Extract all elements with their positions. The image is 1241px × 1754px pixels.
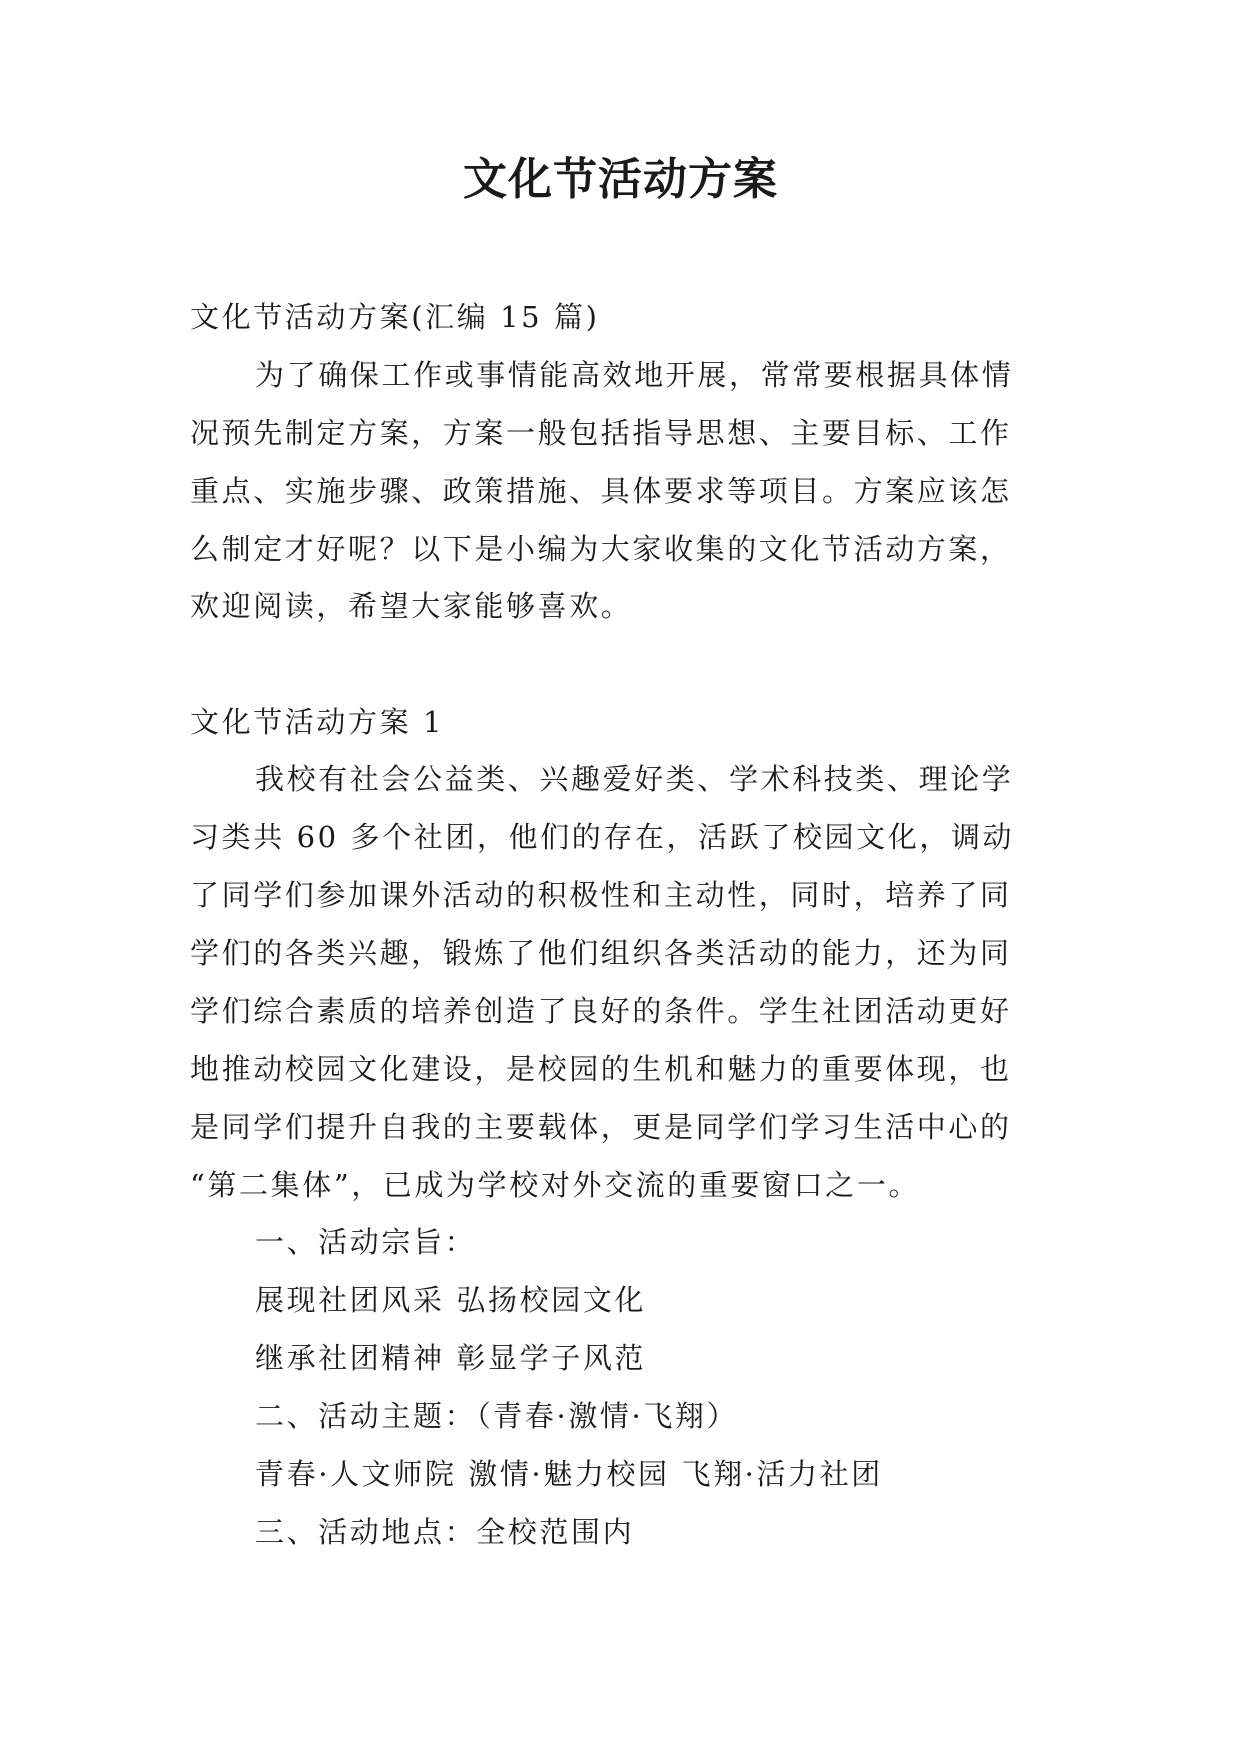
body-paragraph-line: 了同学们参加课外活动的积极性和主动性，同时，培养了同 — [190, 878, 1012, 912]
document-title: 文化节活动方案 — [463, 154, 778, 205]
body-paragraph-line: 学们的各类兴趣，锻炼了他们组织各类活动的能力，还为同 — [190, 936, 1012, 970]
body-paragraph-line: 是同学们提升自我的主要载体，更是同学们学习生活中心的 — [190, 1110, 1012, 1144]
list-heading: 三、活动地点：全校范围内 — [255, 1515, 635, 1549]
intro-paragraph-line: 么制定才好呢？以下是小编为大家收集的文化节活动方案， — [190, 532, 1012, 566]
body-paragraph-line: 习类共 60 多个社团，他们的存在，活跃了校园文化，调动 — [190, 820, 1015, 854]
body-paragraph-line: 学们综合素质的培养创造了良好的条件。学生社团活动更好 — [190, 994, 1012, 1028]
body-paragraph-line: 地推动校园文化建设，是校园的生机和魅力的重要体现，也 — [190, 1052, 1012, 1086]
list-item: 青春·人文师院 激情·魅力校园 飞翔·活力社团 — [255, 1457, 883, 1491]
intro-paragraph-line: 为了确保工作或事情能高效地开展，常常要根据具体情 — [255, 358, 1014, 392]
body-paragraph-line: “第二集体”，已成为学校对外交流的重要窗口之一。 — [190, 1168, 921, 1202]
list-item: 展现社团风采 弘扬校园文化 — [255, 1283, 647, 1317]
intro-paragraph-line: 欢迎阅读，希望大家能够喜欢。 — [190, 589, 633, 623]
body-paragraph-line: 我校有社会公益类、兴趣爱好类、学术科技类、理论学 — [255, 762, 1014, 796]
list-heading: 一、活动宗旨： — [255, 1225, 477, 1259]
subtitle-line: 文化节活动方案(汇编 15 篇) — [190, 300, 600, 334]
list-heading: 二、活动主题：（青春·激情·飞翔） — [255, 1399, 739, 1433]
section-heading: 文化节活动方案 1 — [190, 705, 445, 739]
intro-paragraph-line: 重点、实施步骤、政策措施、具体要求等项目。方案应该怎 — [190, 474, 1012, 508]
list-item: 继承社团精神 彰显学子风范 — [255, 1341, 647, 1375]
intro-paragraph-line: 况预先制定方案，方案一般包括指导思想、主要目标、工作 — [190, 416, 1012, 450]
